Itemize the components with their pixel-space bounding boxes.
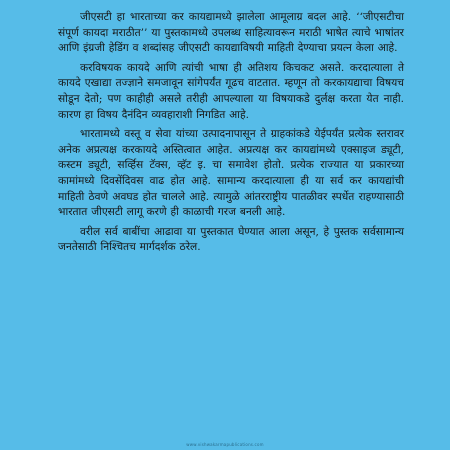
paragraph-1: जीएसटी हा भारताच्या कर कायद्यामध्ये झालेला आमूलाग्र बदल आहे. ‘‘जीएसटीचा संपूर्ण कायदा मराठीत’’ या पुस्तकामध्ये उपलब्ध साहित्यावरून मराठी भाषेत त्याचे भाषांतर आणि इंग्रजी हेडिंग व शब्दांसह जीएसटी कायद्याविषयी माहिती देण्याचा प्रयत्न केला आहे. bbox=[58, 11, 404, 55]
paragraph-3: भारतामध्ये वस्तू व सेवा यांच्या उत्पादनापासून ते ग्राहकांकडे येईपर्यंत प्रत्येक स्तरावर अनेक अप्रत्यक्ष करकायदे अस्तित्वात आहेत. अप्रत्यक्ष कर कायद्यांमध्ये एक्साइज ड्यूटी, कस्टम ड्यूटी, सर्व्हिस टॅक्स, व्हॅट इ. चा समावेश होतो. प्रत्येक राज्यात या प्रकारच्या कामांमध्ये दिवसेंदिवस वाढ होत आहे. सामान्य करदात्याला ही या सर्व कर कायद्यांची माहिती ठेवणे अवघड होत चालले आहे. त्यामुळे आंतरराष्ट्रीय पातळीवर स्पर्धेत राहण्यासाठी भारतात जीएसटी लागू करणे ही काळाची गरज बनली आहे. bbox=[58, 128, 404, 219]
paragraph-4: वरील सर्व बाबींचा आढावा या पुस्तकात घेण्यात आला असून, हे पुस्तक सर्वसामान्य जनतेसाठी निश्चितच मार्गदर्शक ठरेल. bbox=[58, 225, 404, 254]
publisher-website: www.vishwakarmapublications.com bbox=[186, 442, 264, 447]
paragraph-2: करविषयक कायदे आणि त्यांची भाषा ही अतिशय किचकट असते. करदात्याला ते कायदे एखाद्या तज्ज्ञाने समजावून सांगेपर्यंत गूढच वाटतात. म्हणून तो करकायद्याचा विषयच सोडून देतो; पण काहीही असले तरीही आपल्याला या विषयाकडे दुर्लक्ष करता येत नाही. कारण हा विषय दैनंदिन व्यवहाराशी निगडित आहे. bbox=[58, 61, 404, 121]
